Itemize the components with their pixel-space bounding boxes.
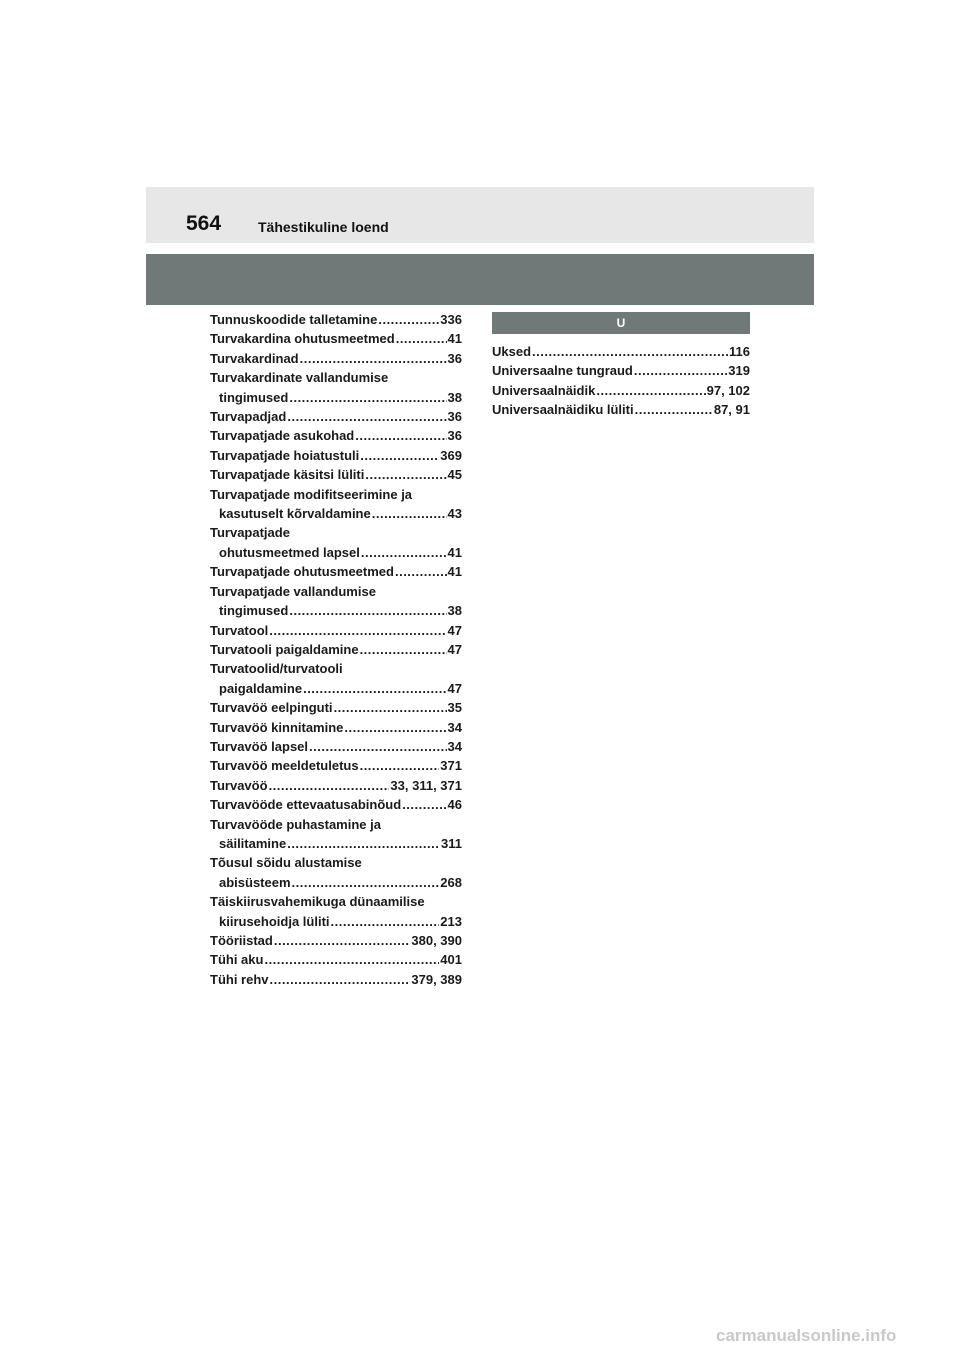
dot-leader xyxy=(396,329,447,348)
dot-leader xyxy=(270,970,411,989)
index-entry-continuation xyxy=(210,873,462,892)
index-entry xyxy=(210,892,462,931)
index-term: Tunnuskoodide talletamine xyxy=(210,312,378,327)
page-reference: 268 xyxy=(440,874,462,890)
index-entry-line xyxy=(210,349,462,368)
index-term: Universaalnäidik xyxy=(492,382,596,398)
index-entry xyxy=(210,698,462,717)
dot-leader xyxy=(269,621,446,640)
letter-heading-u: U xyxy=(492,312,750,334)
dot-leader xyxy=(532,342,728,361)
index-term: Uksed xyxy=(492,344,532,359)
index-term: Turvavöö kinnitamine xyxy=(210,719,344,735)
index-entry-line xyxy=(210,310,462,329)
index-term: Tühi rehv xyxy=(210,971,269,987)
index-entry xyxy=(492,400,750,419)
index-term: Turvavöö meeldetuletus xyxy=(210,758,359,774)
page-reference: 46 xyxy=(447,797,462,813)
index-entry xyxy=(492,342,750,361)
index-entry-line xyxy=(210,523,462,542)
page-reference: 47 xyxy=(447,622,462,638)
index-entry xyxy=(210,465,462,484)
index-entry xyxy=(210,853,462,892)
index-term: Turvakardinate vallandumise xyxy=(210,370,389,386)
index-list-u xyxy=(492,342,750,420)
page-number: 564 xyxy=(186,212,222,235)
index-term: Turvapatjade asukohad xyxy=(210,428,355,444)
page-reference: 369 xyxy=(440,447,462,463)
page-reference: 36 xyxy=(447,409,462,425)
dot-leader xyxy=(303,679,446,698)
page-reference: 311 xyxy=(441,835,462,851)
page-reference: 380, 390 xyxy=(411,933,462,948)
watermark: carmanualsonline.info xyxy=(716,1326,897,1345)
dot-leader xyxy=(269,776,390,795)
index-entry-line xyxy=(210,659,462,678)
index-entry xyxy=(492,361,750,380)
index-entry-line xyxy=(210,853,462,872)
index-entry-continuation xyxy=(210,601,462,620)
index-entry xyxy=(210,659,462,698)
index-term: Turvapatjade hoiatustuli xyxy=(210,447,360,463)
index-term: Turvapatjade xyxy=(210,525,290,541)
page-reference: 38 xyxy=(447,603,462,619)
index-entry xyxy=(210,931,462,950)
dot-leader xyxy=(360,446,439,465)
index-term: Turvakardinad xyxy=(210,350,299,366)
page-reference: 116 xyxy=(729,344,750,359)
index-entry xyxy=(210,426,462,445)
index-entry xyxy=(210,446,462,465)
index-entry-line xyxy=(210,485,462,504)
index-entry-line xyxy=(210,931,462,950)
index-term: Turvapatjade käsitsi lüliti xyxy=(210,467,365,483)
dot-leader xyxy=(361,543,447,562)
dot-leader xyxy=(287,834,440,853)
index-term: Turvavööde puhastamine ja xyxy=(210,816,381,832)
index-term: Täiskiirusvahemikuga dünaamilise xyxy=(210,894,425,910)
index-entry-line xyxy=(210,698,462,717)
index-entry xyxy=(210,718,462,737)
index-entry-line xyxy=(210,582,462,601)
index-term: tingimused xyxy=(219,389,289,405)
index-column-left xyxy=(210,310,462,989)
index-entry xyxy=(210,349,462,368)
index-entry xyxy=(210,815,462,854)
dot-leader xyxy=(334,698,447,717)
dot-leader xyxy=(365,465,446,484)
index-term: Turvakardina ohutusmeetmed xyxy=(210,331,395,347)
index-entry-line xyxy=(210,756,462,775)
index-term: Turvavöö lapsel xyxy=(210,738,309,754)
index-entry-line xyxy=(210,815,462,834)
index-term: ohutusmeetmed lapsel xyxy=(219,544,360,560)
dot-leader xyxy=(360,640,447,659)
page-reference: 319 xyxy=(728,363,750,379)
index-term: Universaalne tungraud xyxy=(492,363,633,379)
index-entry xyxy=(210,407,462,426)
index-entry xyxy=(492,381,750,400)
dot-leader xyxy=(402,795,446,814)
index-entry xyxy=(210,950,462,969)
page-reference: 371 xyxy=(440,758,462,774)
index-entry xyxy=(210,485,462,524)
index-entry-line xyxy=(210,950,462,969)
index-term: Universaalnäidiku lüliti xyxy=(492,402,634,418)
page-reference: 43 xyxy=(447,506,462,522)
dot-leader xyxy=(264,950,439,969)
page-reference: 36 xyxy=(447,350,462,366)
dot-leader xyxy=(289,601,446,620)
index-term: Turvavöö eelpinguti xyxy=(210,700,333,716)
index-entry-line xyxy=(210,737,462,756)
index-entry xyxy=(210,582,462,621)
index-term: Turvatooli paigaldamine xyxy=(210,641,359,657)
index-entry-line xyxy=(210,329,462,348)
index-entry-line xyxy=(210,407,462,426)
dot-leader xyxy=(331,912,440,931)
index-entry-line xyxy=(492,361,750,380)
index-entry xyxy=(210,621,462,640)
index-entry-line xyxy=(210,562,462,581)
index-entry-line xyxy=(210,446,462,465)
index-entry-line xyxy=(210,465,462,484)
index-entry-continuation xyxy=(210,388,462,407)
index-term: tingimused xyxy=(219,603,289,619)
dot-leader xyxy=(292,873,440,892)
page-reference: 36 xyxy=(447,428,462,444)
page-reference: 35 xyxy=(447,700,462,716)
index-entry-continuation xyxy=(210,504,462,523)
dot-leader xyxy=(395,562,447,581)
dot-leader xyxy=(289,388,446,407)
dot-leader xyxy=(355,426,446,445)
index-term: Tõusul sõidu alustamise xyxy=(210,855,362,871)
dot-leader xyxy=(287,407,446,426)
index-entry-line xyxy=(210,776,462,795)
index-entry-continuation xyxy=(210,679,462,698)
page-reference: 379, 389 xyxy=(411,971,462,987)
index-term: kiirusehoidja lüliti xyxy=(219,913,330,929)
index-term: abisüsteem xyxy=(219,874,291,890)
index-entry-continuation xyxy=(210,912,462,931)
index-entry xyxy=(210,795,462,814)
page-reference: 401 xyxy=(440,952,462,968)
index-entry-line xyxy=(210,795,462,814)
index-term: Turvapatjade modifitseerimine ja xyxy=(210,486,413,502)
page-reference: 38 xyxy=(447,389,462,405)
index-entry-line xyxy=(210,368,462,387)
page-reference: 47 xyxy=(447,680,462,696)
index-entry-line xyxy=(210,892,462,911)
index-term: säilitamine xyxy=(219,835,287,851)
index-term: Turvavöö xyxy=(210,777,268,793)
page-reference: 336 xyxy=(440,312,462,327)
index-term: Turvapatjade ohutusmeetmed xyxy=(210,564,394,580)
index-term: Turvapadjad xyxy=(210,409,287,425)
index-entry-line xyxy=(210,426,462,445)
index-term: Tühi aku xyxy=(210,952,264,968)
page-reference: 41 xyxy=(447,564,462,580)
dot-leader xyxy=(378,310,439,329)
index-entry xyxy=(210,368,462,407)
header-band xyxy=(146,187,814,243)
index-term: Tööriistad xyxy=(210,933,273,948)
page-reference: 34 xyxy=(447,738,462,754)
index-term: kasutuselt kõrvaldamine xyxy=(219,506,371,522)
page-reference: 47 xyxy=(447,641,462,657)
index-term: Turvatool xyxy=(210,622,269,638)
section-title: Tähestikuline loend xyxy=(258,219,389,235)
dot-leader xyxy=(274,931,411,950)
index-entry xyxy=(210,756,462,775)
index-entry xyxy=(210,737,462,756)
section-divider-bar xyxy=(146,254,814,305)
index-column-right xyxy=(492,310,750,420)
index-entry-line xyxy=(492,342,750,361)
index-term: Turvapatjade vallandumise xyxy=(210,583,376,599)
page-reference: 87, 91 xyxy=(713,402,750,418)
page-reference: 45 xyxy=(447,467,462,483)
index-term: paigaldamine xyxy=(219,680,303,696)
index-term: Turvavööde ettevaatusabinõud xyxy=(210,797,402,813)
dot-leader xyxy=(300,349,447,368)
index-entry xyxy=(210,562,462,581)
index-entry xyxy=(210,523,462,562)
dot-leader xyxy=(360,756,440,775)
dot-leader xyxy=(635,400,713,419)
page-reference: 34 xyxy=(447,719,462,735)
index-entry xyxy=(210,329,462,348)
page-reference: 41 xyxy=(447,331,462,347)
index-entry-line xyxy=(210,970,462,989)
index-entry-line xyxy=(210,621,462,640)
index-entry-line xyxy=(210,640,462,659)
index-term: Turvatoolid/turvatooli xyxy=(210,661,343,677)
index-entry xyxy=(210,776,462,795)
dot-leader xyxy=(372,504,447,523)
dot-leader xyxy=(309,737,447,756)
page-reference: 213 xyxy=(440,913,462,929)
dot-leader xyxy=(596,381,705,400)
dot-leader xyxy=(344,718,446,737)
index-entry-continuation xyxy=(210,834,462,853)
index-entry xyxy=(210,310,462,329)
page-reference: 97, 102 xyxy=(706,382,750,398)
index-entry-line xyxy=(210,718,462,737)
page-reference: 41 xyxy=(447,544,462,560)
index-entry-line xyxy=(492,400,750,419)
index-entry-line xyxy=(492,381,750,400)
dot-leader xyxy=(634,361,727,380)
index-entry-continuation xyxy=(210,543,462,562)
index-entry xyxy=(210,970,462,989)
page-reference: 33, 311, 371 xyxy=(390,777,462,793)
index-entry xyxy=(210,640,462,659)
